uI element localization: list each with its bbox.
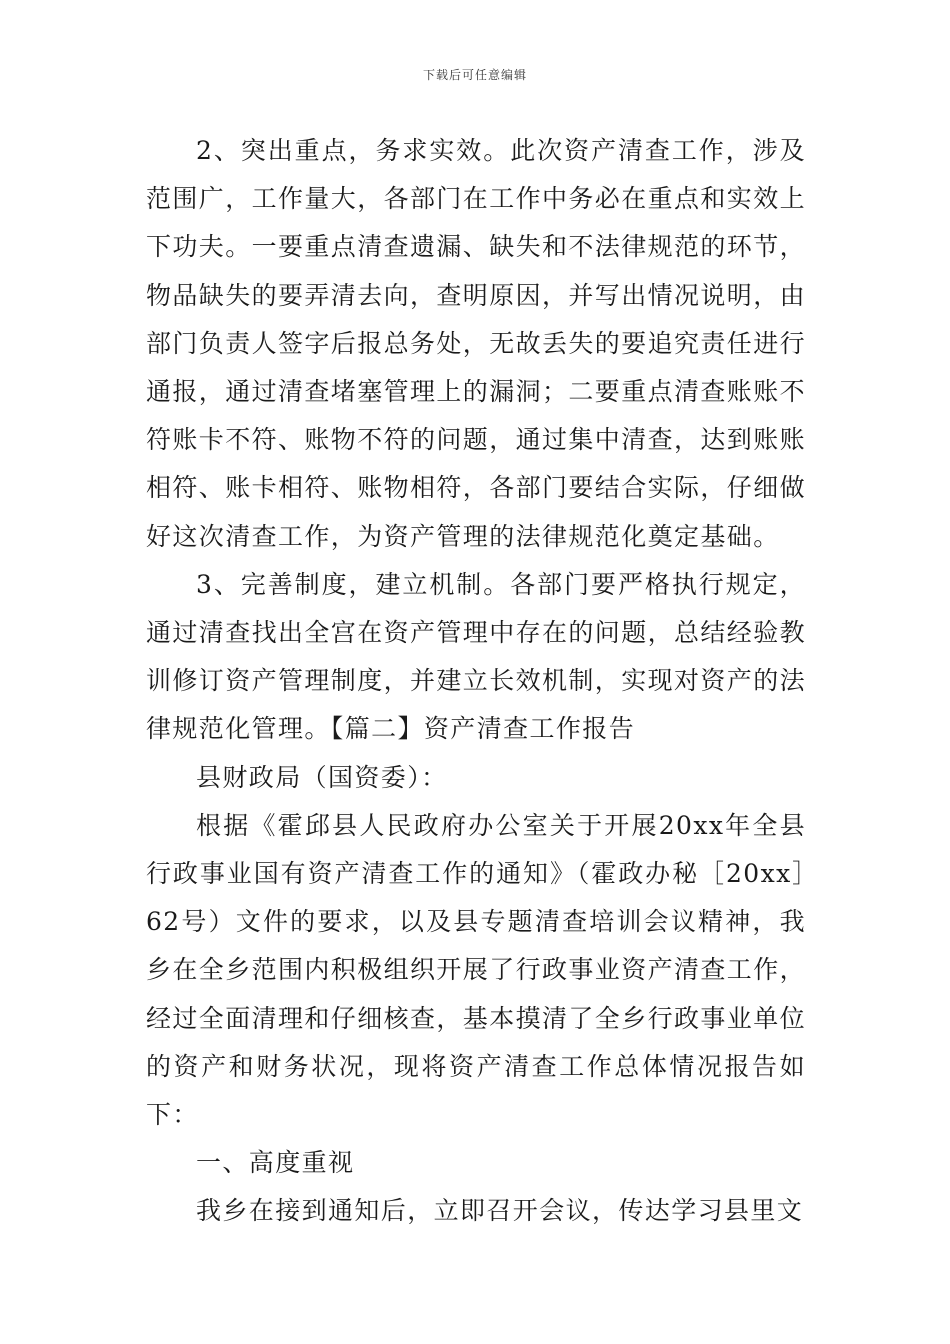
- paragraph-basis: 根据《霍邱县人民政府办公室关于开展20xx年全县行政事业国有资产清查工作的通知》（霍政办秘［20xx］62号）文件的要求，以及县专题清查培训会议精神，我乡在全乡范围内积极组织开展了行政事业资产清查工作，经过全面清理和仔细核查，基本摸清了全乡行政事业单位的资产和财务状况，现将资产清查工作总体情况报告如下：: [146, 810, 807, 1130]
- paragraph-addressee: 县财政局（国资委）：: [196, 762, 448, 792]
- header-note: 下载后可任意编辑: [422, 68, 527, 82]
- section-heading: 一、高度重视: [196, 1148, 355, 1178]
- paragraph-meeting: 我乡在接到通知后，立即召开会议，传达学习县里文: [196, 1196, 804, 1226]
- paragraph-key-points: 2、突出重点，务求实效。此次资产清查工作，涉及范围广，工作量大，各部门在工作中务必在重点和实效上下功夫。一要重点清查遗漏、缺失和不法律规范的环节，物品缺失的要弄清去向，查明原因，并写出情况说明，由部门负责人签字后报总务处，无故丢失的要追究责任进行通报，通过清查堵塞管理上的漏洞；二要重点清查账账不符账卡不符、账物不符的问题，通过集中清查，达到账账相符、账卡相符、账物相符，各部门要结合实际，仔细做好这次清查工作，为资产管理的法律规范化奠定基础。: [146, 136, 807, 551]
- paragraph-improve-system: 3、完善制度，建立机制。各部门要严格执行规定，通过清查找出全宫在资产管理中存在的问题，总结经验教训修订资产管理制度，并建立长效机制，实现对资产的法律规范化管理。【篇二】资产清查工作报告: [146, 569, 807, 744]
- document-body: [146, 127, 806, 1236]
